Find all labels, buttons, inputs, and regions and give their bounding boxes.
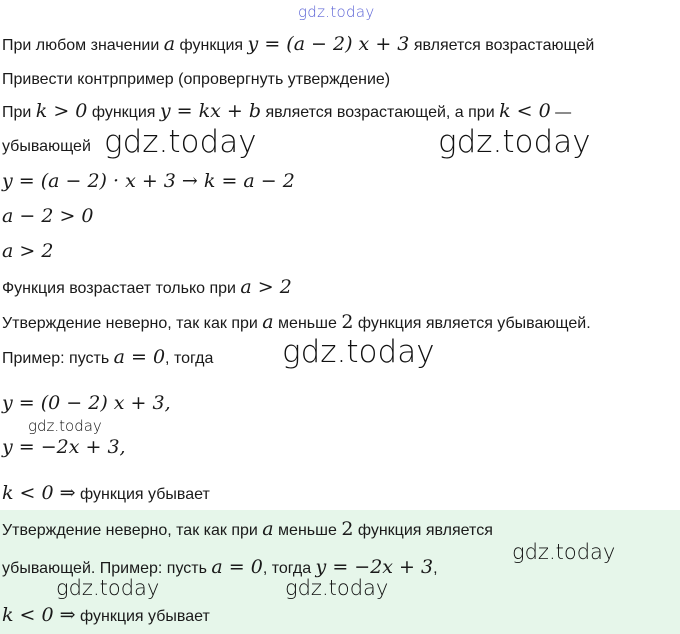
rule-line: При k > 0 функция y = kx + b является возрастающей, а при k < 0 —	[2, 100, 572, 122]
example-line: Пример: пусть a = 0, тогда	[2, 346, 214, 368]
statement-line: При любом значении a функция y = (a − 2) x + 3 является возрастающей	[2, 33, 595, 55]
rule-line-cont: убывающей	[2, 138, 91, 155]
watermark: gdz.today	[104, 124, 257, 160]
result-line: k < 0 ⇒ функция убывает	[2, 482, 210, 504]
conclusion-line: Утверждение неверно, так как при a меньше 2 функция является убывающей.	[2, 311, 591, 333]
formula-line: y = (0 − 2) x + 3,	[2, 392, 171, 414]
task-line: Привести контрпример (опровергнуть утверждение)	[2, 71, 391, 88]
watermark: gdz.today	[56, 576, 160, 600]
watermark: gdz.today	[282, 334, 435, 370]
formula-line: y = (a − 2) · x + 3 → k = a − 2	[2, 170, 295, 192]
answer-line: убывающей. Пример: пусть a = 0, тогда y = −2x + 3,	[2, 556, 438, 578]
answer-line: Утверждение неверно, так как при a меньше 2 функция является	[2, 518, 493, 540]
watermark: gdz.today	[512, 540, 616, 564]
watermark-top: gdz.today	[298, 3, 375, 21]
formula-line: a − 2 > 0	[2, 205, 94, 227]
conclusion-line: Функция возрастает только при a > 2	[2, 276, 292, 298]
formula-line: a > 2	[2, 240, 54, 262]
watermark: gdz.today	[285, 576, 389, 600]
watermark: gdz.today	[438, 124, 591, 160]
watermark: gdz.today	[28, 417, 102, 435]
formula-line: y = −2x + 3,	[2, 436, 126, 458]
answer-line: k < 0 ⇒ функция убывает	[2, 604, 210, 626]
